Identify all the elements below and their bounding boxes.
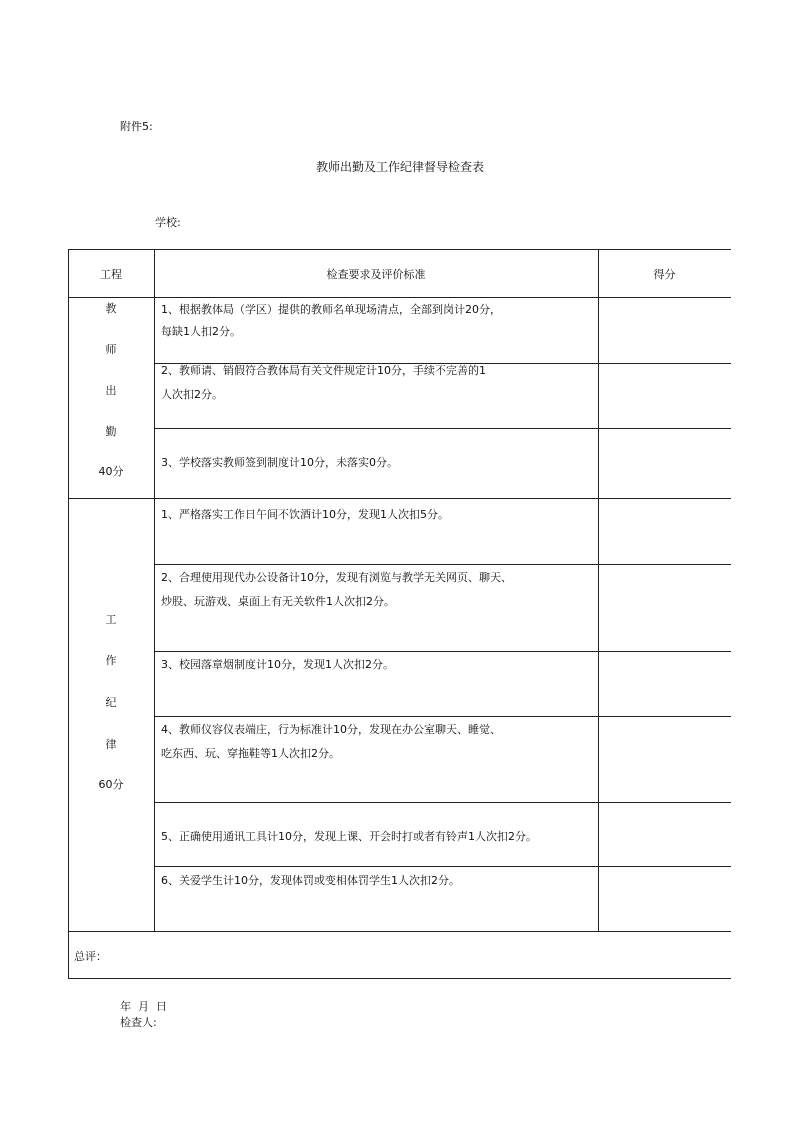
- section-char: 作: [105, 654, 117, 667]
- page-title: 教师出勤及工作纪律督导检查表: [315, 160, 484, 174]
- section-char: 师: [105, 343, 117, 356]
- criteria-line: 3、校园落章烟制度计10分，发现1人次扣2分。: [161, 658, 394, 671]
- date-label: 年 月 日: [120, 1000, 167, 1013]
- school-label: 学校:: [155, 216, 181, 229]
- section-char: 勤: [105, 425, 117, 438]
- section-char: 纪: [105, 696, 117, 709]
- summary-label: 总评：: [74, 950, 107, 963]
- section-char: 律: [105, 738, 117, 751]
- inspector-label: 检查人:: [120, 1016, 157, 1029]
- criteria-line: 3、学校落实教师签到制度计10分，未落实0分。: [161, 456, 398, 469]
- criteria-line: 1、根据教体局（学区）提供的教师名单现场清点，全部到岗计20分，: [161, 303, 501, 316]
- section-char: 工: [105, 613, 117, 626]
- criteria-line: 4、教师仪容仪表端庄，行为标准计10分，发现在办公室聊天、睡觉、: [161, 723, 501, 736]
- criteria-line: 炒股、玩游戏、桌面上有无关软件1人次扣2分。: [161, 595, 395, 608]
- criteria-line: 2、教师请、销假符合教体局有关文件规定计10分，手续不完善的1: [161, 364, 486, 377]
- criteria-line: 人次扣2分。: [161, 388, 223, 401]
- criteria-line: 6、关爱学生计10分，发现体罚或变相体罚学生1人次扣2分。: [161, 874, 460, 887]
- header-item: 工程: [100, 268, 122, 281]
- criteria-line: 5、正确使用通讯工具计10分，发现上课、开会时打或者有铃声1人次扣2分。: [161, 830, 537, 843]
- section-char: 出: [105, 384, 117, 397]
- section-points: 40分: [98, 465, 124, 478]
- criteria-line: 吃东西、玩、穿拖鞋等1人次扣2分。: [161, 747, 340, 760]
- criteria-line: 每缺1人扣2分。: [161, 325, 241, 338]
- criteria-line: 2、合理使用现代办公设备计10分，发现有浏览与教学无关网页、聊天、: [161, 571, 512, 584]
- attachment-label: 附件5:: [120, 120, 153, 133]
- section-char: 教: [105, 302, 117, 315]
- header-criteria: 检查要求及评价标准: [326, 268, 426, 281]
- header-score: 得分: [653, 268, 676, 281]
- section-points: 60分: [98, 778, 124, 791]
- criteria-line: 1、严格落实工作日午间不饮酒计10分，发现1人次扣5分。: [161, 508, 449, 521]
